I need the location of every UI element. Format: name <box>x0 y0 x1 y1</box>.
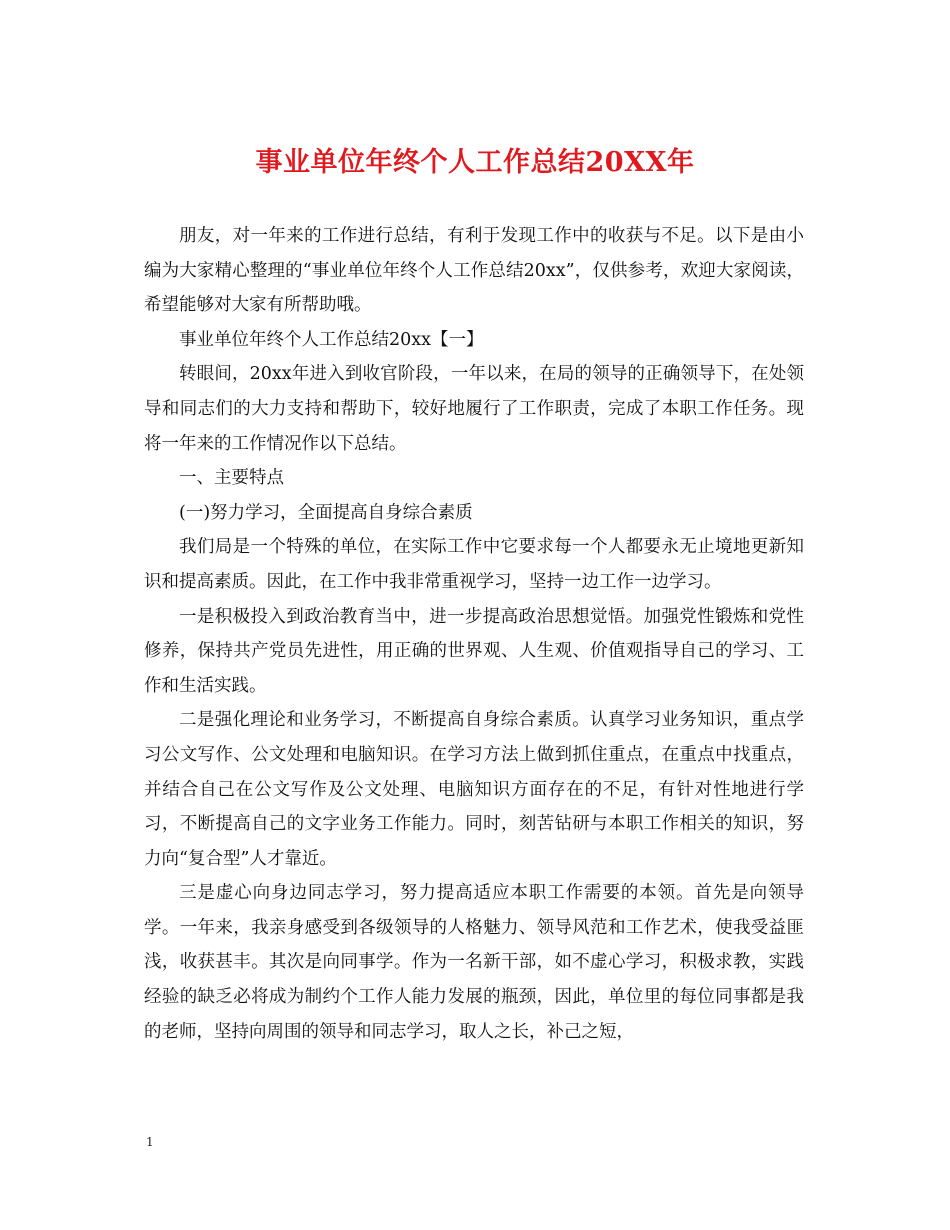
subsection-heading: (一)努力学习，全面提高自身综合素质 <box>179 502 473 523</box>
body-paragraph: 三是虚心向身边同志学习，努力提高适应本职工作需要的本领。首先是向领导学。一年来，我亲身感受到各级领导的人格魅力、领导风范和工作艺术，使我受益匪浅，收获甚丰。其次是向同事学。作为一名新干部，如不虚心学习，积极求教，实践经验的缺乏必将成为制约个工作人能力发展的瓶颈，因此，单位里的每位同事都是我的老师，坚持向周围的领导和同志学习，取人之长，补己之短， <box>144 883 804 1042</box>
body-paragraph: 二是强化理论和业务学习，不断提高自身综合素质。认真学习业务知识，重点学习公文写作、公文处理和电脑知识。在学习方法上做到抓住重点，在重点中找重点，并结合自己在公文写作及公文处理、电脑知识方面存在的不足，有针对性地进行学习，不断提高自己的文字业务工作能力。同时，刻苦钻研与本职工作相关的知识，努力向“复合型”人才靠近。 <box>144 710 804 869</box>
section-heading: 事业单位年终个人工作总结20xx【一】 <box>179 329 484 350</box>
body-paragraph: 转眼间，20xx年进入到收官阶段，一年以来，在局的领导的正确领导下，在处领导和同志们的大力支持和帮助下，较好地履行了工作职责，完成了本职工作任务。现将一年来的工作情况作以下总结。 <box>144 364 804 454</box>
intro-paragraph: 朋友，对一年来的工作进行总结，有利于发现工作中的收获与不足。以下是由小编为大家精心整理的“事业单位年终个人工作总结20xx”，仅供参考，欢迎大家阅读，希望能够对大家有所帮助哦。 <box>144 226 804 316</box>
document-body <box>144 219 804 1049</box>
body-paragraph: 我们局是一个特殊的单位，在实际工作中它要求每一个人都要永无止境地更新知识和提高素质。因此，在工作中我非常重视学习，坚持一边工作一边学习。 <box>144 537 804 592</box>
body-paragraph: 一是积极投入到政治教育当中，进一步提高政治思想觉悟。加强党性锻炼和党性修养，保持共产党员先进性，用正确的世界观、人生观、价值观指导自己的学习、工作和生活实践。 <box>144 606 804 696</box>
page-number: 1 <box>146 1135 154 1149</box>
document-title: 事业单位年终个人工作总结20XX年 <box>255 147 695 178</box>
subsection-heading: 一、主要特点 <box>179 468 284 489</box>
